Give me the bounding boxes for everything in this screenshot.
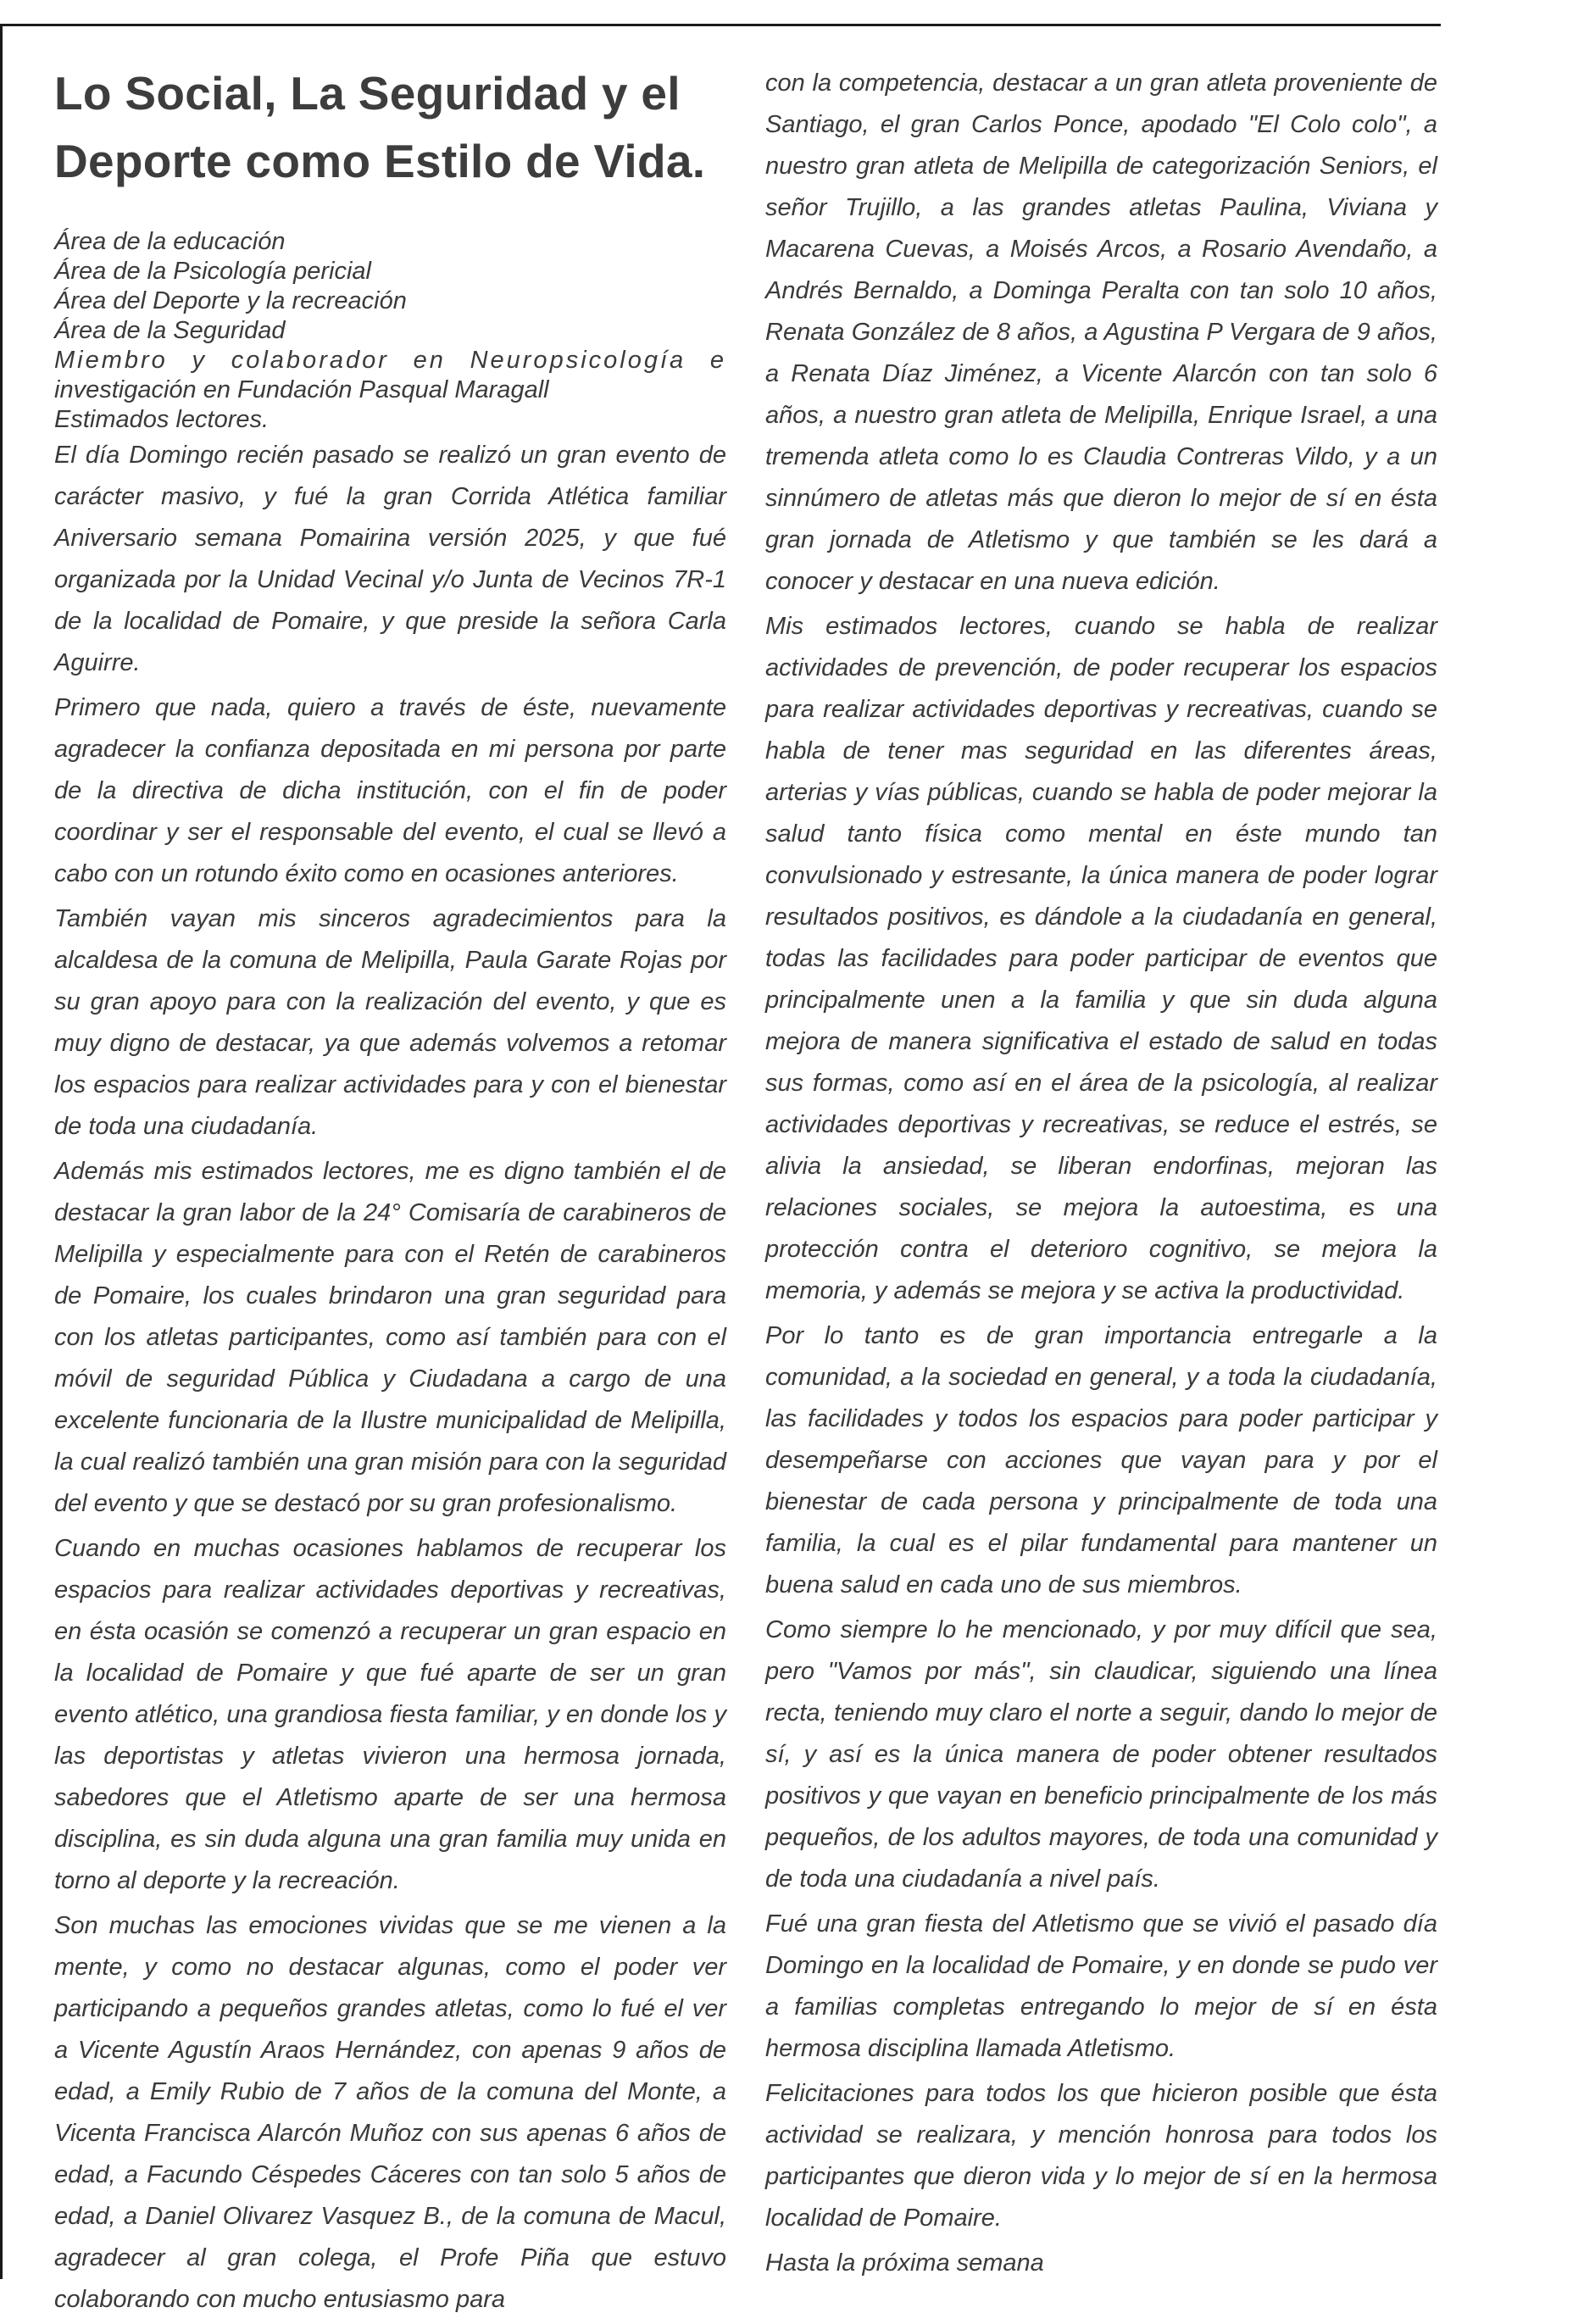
credential-line: Área de la Seguridad (54, 317, 286, 344)
article-paragraph: El día Domingo recién pasado se realizó un gran evento de carácter masivo, y fué la gran Corrida Atlética familiar Aniversario semana Pomairina versión 2025, y que fué organizada por la Unidad Vecinal y/o Junta de Vecinos 7R-1 de la localidad de Pomaire, y que preside la señora Carla Aguirre. (54, 442, 726, 676)
closing-line: Hasta la próxima semana (765, 2249, 1044, 2277)
top-border-rule (0, 24, 1441, 26)
article-paragraph: Como siempre lo he mencionado, y por muy difícil que sea, pero "Vamos por más", sin claudicar, siguiendo una línea recta, teniendo muy claro el norte a seguir, dando lo mejor de sí, y así es la única manera de poder obtener resultados positivos y que vayan en beneficio principalmente de los más pequeños, de los adultos mayores, de toda una comunidad y de toda una ciudadanía a nivel país. (765, 1616, 1437, 1893)
article-paragraph: Son muchas las emociones vividas que se me vienen a la mente, y como no destacar algunas, como el poder ver participando a pequeños grandes atletas, como lo fué el ver a Vicente Agustín Araos Hernández, con apenas 9 años de edad, a Emily Rubio de 7 años de la comuna del Monte, a Vicenta Francisca Alarcón Muñoz con sus apenas 6 años de edad, a Facundo Céspedes Cáceres con tan solo 5 años de edad, a Daniel Olivarez Vasquez B., de la comuna de Macul, agradecer al gran colega, el Profe Piña que estuvo colaborando con mucho entusiasmo para (54, 1912, 726, 2313)
left-border-rule (0, 24, 3, 2279)
article-paragraph: También vayan mis sinceros agradecimientos para la alcaldesa de la comuna de Melipilla, Paula Garate Rojas por su gran apoyo para con la realización del evento, y que es muy digno de destacar, ya que además volvemos a retomar los espacios para realizar actividades para y con el bienestar de toda una ciudadanía. (54, 905, 726, 1140)
credential-line: investigación en Fundación Pasqual Maragall (54, 376, 549, 403)
article-paragraph: Fué una gran fiesta del Atletismo que se vivió el pasado día Domingo en la localidad de Pomaire, y en donde se pudo ver a familias completas entregando lo mejor de sí en ésta hermosa disciplina llamada Atletismo. (765, 1910, 1437, 2062)
article-paragraph: Además mis estimados lectores, me es digno también el de destacar la gran labor de la 24° Comisaría de carabineros de Melipilla y especialmente para con el Retén de carabineros de Pomaire, los cuales brindaron una gran seguridad para con los atletas participantes, como así también para con el móvil de seguridad Pública y Ciudadana a cargo de una excelente funcionaria de la Ilustre municipalidad de Melipilla, la cual realizó también una gran misión para con la seguridad del evento y que se destacó por su gran profesionalismo. (54, 1158, 726, 1517)
credential-line: Área del Deporte y la recreación (54, 287, 407, 314)
left-column (54, 59, 726, 2324)
author-credentials (54, 227, 726, 435)
article-paragraph: Felicitaciones para todos los que hicieron posible que ésta actividad se realizara, y mención honrosa para todos los participantes que dieron vida y lo mejor de sí en la hermosa localidad de Pomaire. (765, 2080, 1437, 2232)
article-paragraph: Primero que nada, quiero a través de éste, nuevamente agradecer la confianza depositada en mi persona por parte de la directiva de dicha institución, con el fin de poder coordinar y ser el responsable del evento, el cual se llevó a cabo con un rotundo éxito como en ocasiones anteriores. (54, 694, 726, 887)
article-paragraph: con la competencia, destacar a un gran atleta proveniente de Santiago, el gran Carlos Ponce, apodado "El Colo colo", a nuestro gran atleta de Melipilla de categorización Seniors, el señor Trujillo, a las grandes atletas Paulina, Viviana y Macarena Cuevas, a Moisés Arcos, a Rosario Avendaño, a Andrés Bernaldo, a Dominga Peralta con tan solo 10 años, Renata González de 8 años, a Agustina P Vergara de 9 años, a Renata Díaz Jiménez, a Vicente Alarcón con tan solo 6 años, a nuestro gran atleta de Melipilla, Enrique Israel, a una tremenda atleta como lo es Claudia Contreras Vildo, y a un sinnúmero de atletas más que dieron lo mejor de sí en ésta gran jornada de Atletismo y que también se les dará a conocer y destacar en una nueva edición. (765, 69, 1437, 595)
right-column (765, 63, 1437, 2288)
article-paragraph: Mis estimados lectores, cuando se habla de realizar actividades de prevención, de poder recuperar los espacios para realizar actividades deportivas y recreativas, cuando se habla de tener mas seguridad en las diferentes áreas, arterias y vías públicas, cuando se habla de poder mejorar la salud tanto física como mental en éste mundo tan convulsionado y estresante, la única manera de poder lograr resultados positivos, es dándole a la ciudadanía en general, todas las facilidades para poder participar de eventos que principalmente unen a la familia y que sin duda alguna mejora de manera significativa el estado de salud en todas sus formas, como así en el área de la psicología, al realizar actividades deportivas y recreativas, se reduce el estrés, se alivia la ansiedad, se liberan endorfinas, mejoran las relaciones sociales, se mejora la autoestima, es una protección contra el deterioro cognitivo, se mejora la memoria, y además se mejora y se activa la productividad. (765, 613, 1437, 1304)
credential-line: Área de la educación (54, 228, 286, 255)
article-paragraph: Por lo tanto es de gran importancia entregarle a la comunidad, a la sociedad en general, y a toda la ciudadanía, las facilidades y todos los espacios para poder participar y desempeñarse con acciones que vayan para y por el bienestar de cada persona y principalmente de toda una familia, la cual es el pilar fundamental para mantener un buena salud en cada uno de sus miembros. (765, 1322, 1437, 1598)
credential-line: Miembro y colaborador en Neuropsicología e (54, 347, 726, 374)
article-title (54, 59, 726, 195)
article-title-line-1: Lo Social, La Seguridad y el (54, 67, 681, 120)
article-title-line-2: Deporte como Estilo de Vida. (54, 135, 706, 187)
greeting: Estimados lectores. (54, 406, 270, 433)
credential-line: Área de la Psicología pericial (54, 258, 371, 285)
article-paragraph: Cuando en muchas ocasiones hablamos de recuperar los espacios para realizar actividades deportivas y recreativas, en ésta ocasión se comenzó a recuperar un gran espacio en la localidad de Pomaire y que fué aparte de ser un gran evento atlético, una grandiosa fiesta familiar, y en donde los y las deportistas y atletas vivieron una hermosa jornada, sabedores que el Atletismo aparte de ser una hermosa disciplina, es sin duda alguna una gran familia muy unida en torno al deporte y la recreación. (54, 1535, 726, 1894)
